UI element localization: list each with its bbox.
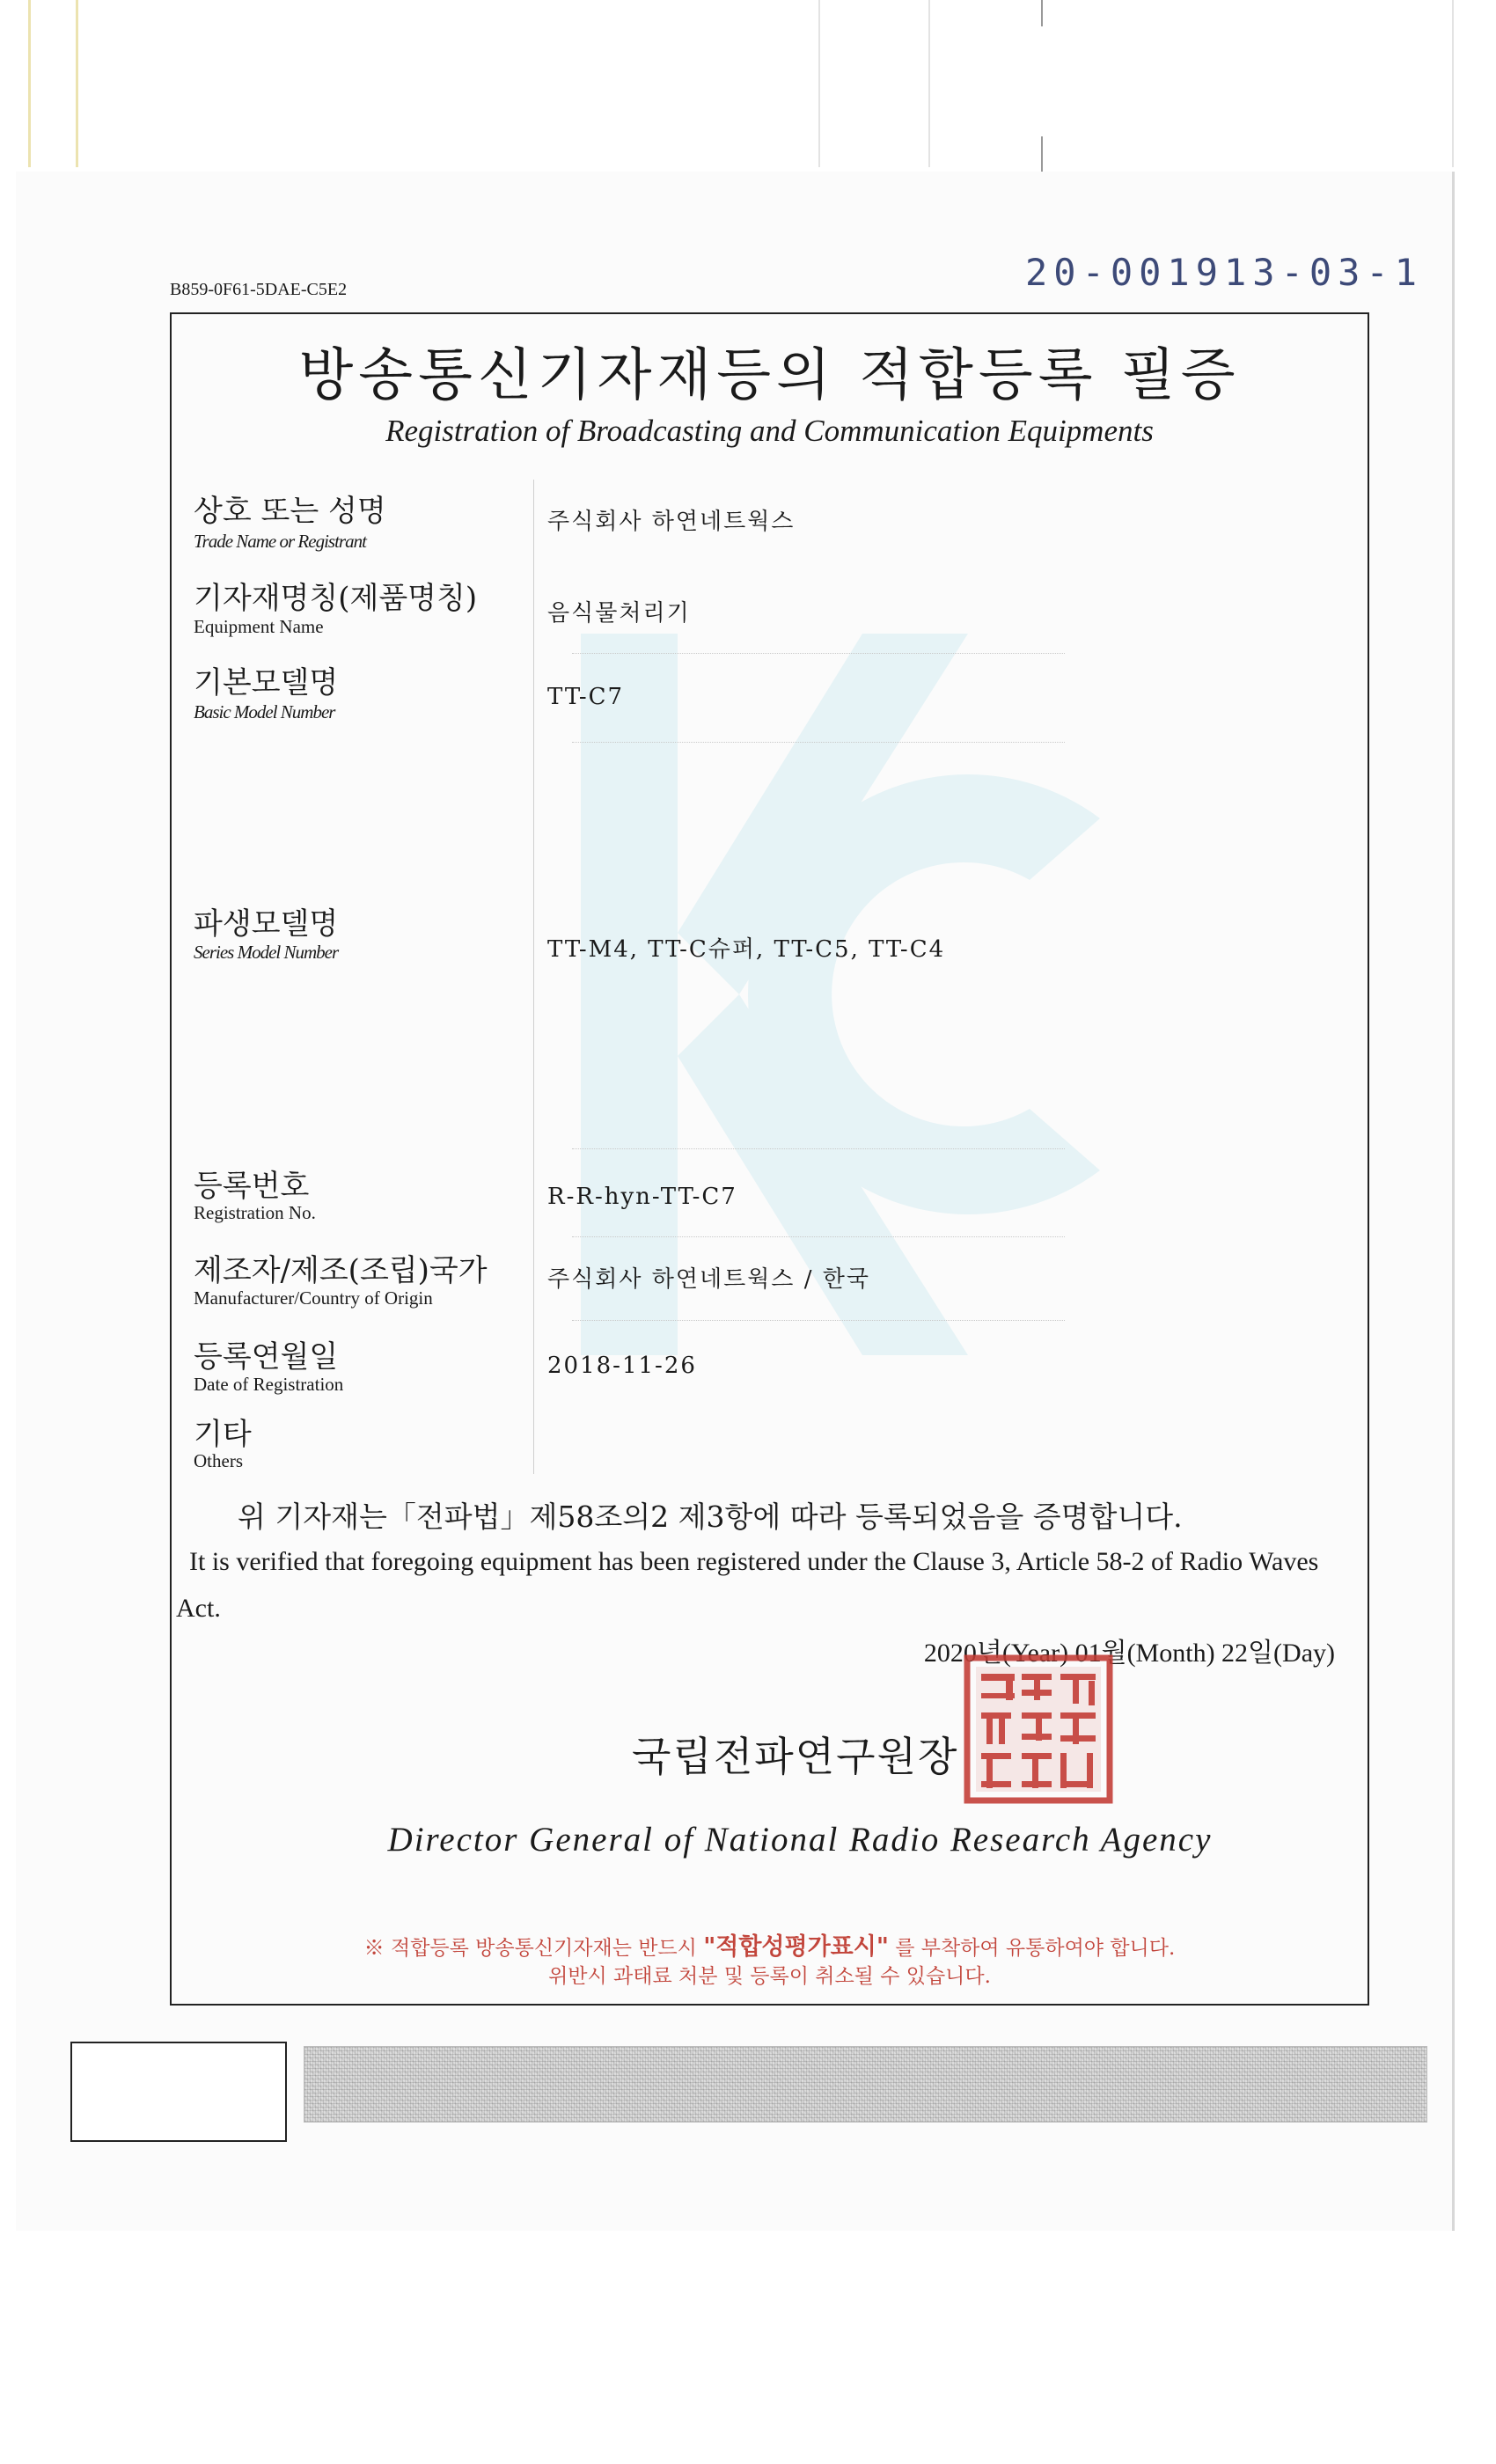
basic-model-label-en: Basic Model Number xyxy=(194,701,335,722)
issue-date: 2020년(Year) 01월(Month) 22일(Day) xyxy=(923,1639,1335,1668)
scan-top-margin xyxy=(0,0,1496,172)
others-label-en: Others xyxy=(194,1450,243,1471)
field-rule xyxy=(572,1148,1065,1150)
notice-text: 를 부착하여 유통하여야 합니다. xyxy=(895,1937,1176,1960)
field-rule xyxy=(572,1236,1065,1238)
manufacturer-label-en: Manufacturer/Country of Origin xyxy=(194,1287,433,1309)
registration-no-label-ko: 등록번호 xyxy=(194,1169,310,1204)
equipment-name-label-en: Equipment Name xyxy=(194,616,324,637)
scan-edge-line xyxy=(1041,136,1043,172)
registration-no-value: R-R-hyn-TT-C7 xyxy=(547,1184,737,1210)
agency-name-en: Director General of National Radio Research Agency xyxy=(387,1821,1213,1859)
manufacturer-value: 주식회사 하연네트웍스 / 한국 xyxy=(547,1266,870,1293)
empty-box xyxy=(70,2042,287,2142)
basic-model-value: TT-C7 xyxy=(547,684,625,710)
scan-edge-line xyxy=(76,0,78,167)
field-rule xyxy=(572,742,1065,744)
document-code: B859-0F61-5DAE-C5E2 xyxy=(170,280,348,299)
others-label-ko: 기타 xyxy=(194,1417,252,1452)
equipment-name-label-ko: 기자재명칭(제품명칭) xyxy=(194,581,478,616)
notice-text: ※ 적합등록 방송통신기자재는 반드시 xyxy=(363,1937,697,1960)
title-english: Registration of Broadcasting and Communication Equipments xyxy=(385,414,1154,448)
scan-edge-line xyxy=(28,0,31,167)
kc-watermark-logo xyxy=(572,616,1118,1373)
scan-edge-line xyxy=(818,0,820,167)
verification-statement-en: It is verified that foregoing equipment has been registered under the Clause 3, Article 58-2 of Radio Waves Act. xyxy=(176,1547,1319,1623)
field-rule xyxy=(572,653,1065,655)
trade-name-label-en: Trade Name or Registrant xyxy=(194,531,366,552)
series-model-label-en: Series Model Number xyxy=(194,942,339,963)
agency-name-ko: 국립전파연구원장 xyxy=(632,1733,959,1780)
notice-line-2: 위반시 과태료 처분 및 등록이 취소될 수 있습니다. xyxy=(548,1965,991,1988)
basic-model-label-ko: 기본모델명 xyxy=(194,665,339,700)
equipment-name-value: 음식물처리기 xyxy=(547,600,691,627)
series-model-label-ko: 파생모델명 xyxy=(194,906,339,942)
registration-date-label-ko: 등록연월일 xyxy=(194,1339,339,1375)
verification-statement-ko: 위 기자재는「전파법」제58조의2 제3항에 따라 등록되었음을 증명합니다. xyxy=(238,1500,1183,1534)
trade-name-value: 주식회사 하연네트웍스 xyxy=(547,509,796,535)
official-seal-stamp xyxy=(964,1654,1113,1804)
security-pattern-strip xyxy=(304,2046,1427,2123)
scan-edge-line xyxy=(1452,0,1454,167)
manufacturer-label-ko: 제조자/제조(조립)국가 xyxy=(194,1253,488,1288)
field-rule xyxy=(572,1320,1065,1322)
trade-name-label-ko: 상호 또는 성명 xyxy=(194,494,386,529)
registration-date-label-en: Date of Registration xyxy=(194,1374,344,1395)
column-divider xyxy=(533,480,534,1474)
notice-emphasis: "적합성평가표시" xyxy=(703,1933,889,1961)
scan-edge-line xyxy=(1041,0,1043,26)
registration-date-value: 2018-11-26 xyxy=(547,1353,697,1379)
registration-no-label-en: Registration No. xyxy=(194,1202,316,1223)
scan-edge-line xyxy=(928,0,930,167)
notice-line-1 xyxy=(170,1927,1369,1962)
title-korean: 방송통신기자재등의 적합등록 필증 xyxy=(298,343,1241,408)
serial-number: 20-001913-03-1 xyxy=(1025,251,1424,294)
series-model-value: TT-M4, TT-C슈퍼, TT-C5, TT-C4 xyxy=(547,936,946,963)
